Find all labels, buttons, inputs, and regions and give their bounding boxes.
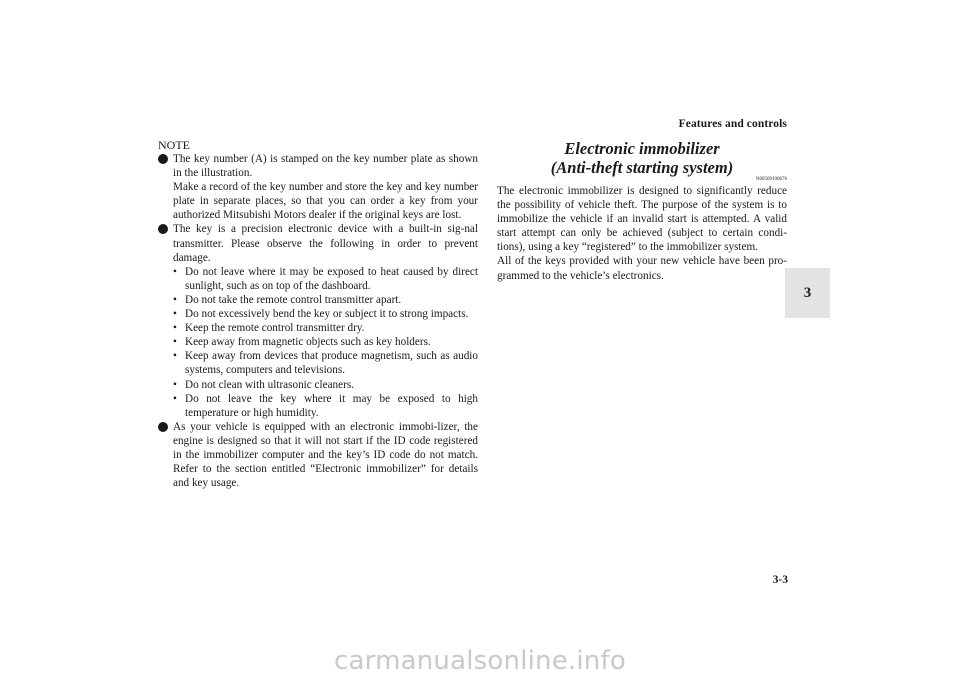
note-paragraph: The key is a precision electronic device with a built-in sig-nal transmitter. Please observe the following in order to prevent damage. — [173, 223, 478, 264]
dot-icon: • — [173, 293, 177, 306]
precaution-list — [173, 265, 478, 420]
note-column — [158, 139, 478, 490]
list-item: • Do not excessively bend the key or subject it to strong impacts. — [173, 308, 469, 321]
dot-icon: • — [173, 392, 177, 405]
list-item: • Do not clean with ultrasonic cleaners. — [173, 378, 354, 391]
page-header: Features and controls — [678, 118, 787, 130]
dot-icon: • — [173, 322, 177, 335]
note-paragraph: The key number (A) is stamped on the key number plate as shown in the illustration. — [173, 153, 478, 180]
section-title — [497, 139, 787, 177]
immobilizer-section — [497, 139, 787, 283]
bullet-icon — [158, 224, 168, 234]
section-title-line-2: (Anti-theft starting system) — [550, 158, 734, 177]
dot-icon: • — [173, 350, 177, 363]
dot-icon: • — [173, 336, 177, 349]
note-item — [158, 420, 478, 490]
note-paragraph: As your vehicle is equipped with an electronic immobi-lizer, the engine is designed so that it will not start if the ID code registered in the immobilizer computer and the key’s ID code do not match. Refer to the section entitled “Electronic immobilizer” for details and key usage. — [173, 420, 478, 490]
note-heading: NOTE — [158, 138, 190, 152]
bullet-icon — [158, 154, 168, 164]
list-item: • Do not leave the key where it may be exposed to high temperature or high humidity. — [173, 392, 478, 419]
bullet-icon — [158, 422, 168, 432]
note-item — [158, 152, 478, 222]
watermark: carmanualsonline.info — [334, 646, 626, 676]
list-item: • Do not leave where it may be exposed to heat caused by direct sunlight, such as on top of the dashboard. — [173, 265, 478, 292]
list-item: • Keep away from devices that produce magnetism, such as audio systems, computers and televisions. — [173, 350, 478, 377]
dot-icon: • — [173, 378, 177, 391]
page-number: 3-3 — [772, 574, 788, 586]
chapter-tab: 3 — [785, 268, 830, 318]
note-item — [158, 222, 478, 419]
section-title-line-1: Electronic immobilizer — [564, 139, 720, 158]
list-item: • Do not take the remote control transmitter apart. — [173, 293, 402, 306]
document-code: N00509100676 — [755, 177, 787, 182]
list-item: • Keep the remote control transmitter dry. — [173, 322, 365, 335]
dot-icon: • — [173, 265, 177, 278]
dot-icon: • — [173, 308, 177, 321]
body-paragraph: The electronic immobilizer is designed to significantly reduce the possibility of vehicle theft. The purpose of the system is to immobilize the vehicle if an invalid start is attempted. A valid start attempt can only be achieved (subject to certain condi-tions), using a key “registered” to the immobilizer system. — [497, 185, 787, 254]
list-item: • Keep away from magnetic objects such as key holders. — [173, 336, 431, 349]
note-paragraph: Make a record of the key number and store the key and key number plate in separate places, so that you can order a key from your authorized Mitsubishi Motors dealer if the original keys are lost. — [173, 181, 478, 222]
body-paragraph: All of the keys provided with your new vehicle have been pro-grammed to the vehicle’s electronics. — [497, 255, 787, 282]
